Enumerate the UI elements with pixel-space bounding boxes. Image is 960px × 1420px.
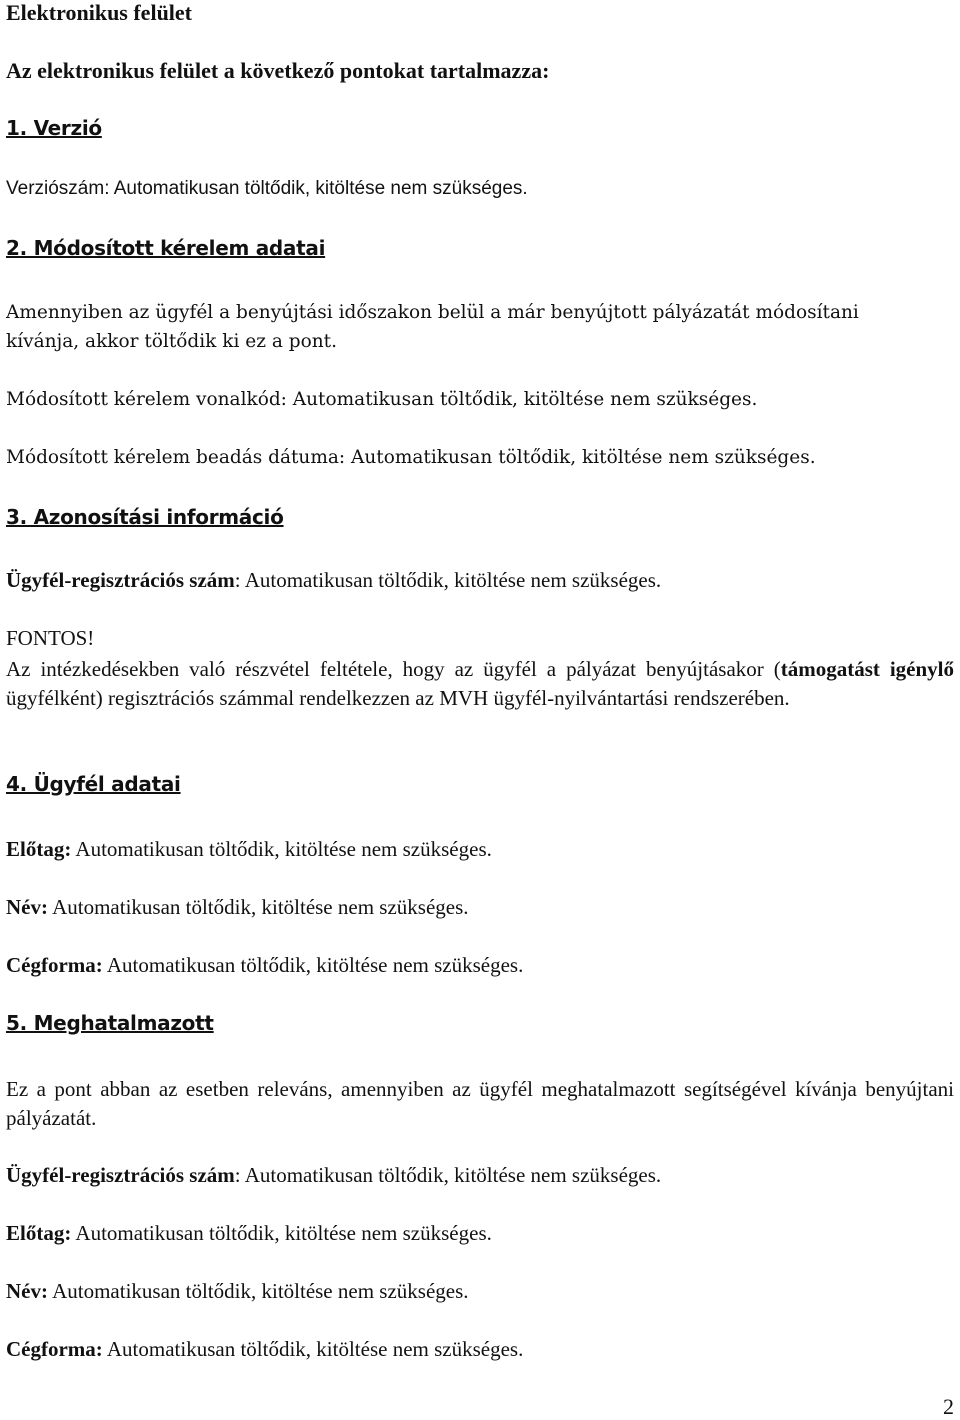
client-prefix-value: Automatikusan töltődik, kitöltése nem szükséges.	[71, 837, 492, 861]
note-post: ügyfélként) regisztrációs számmal rendelkezzen az MVH ügyfél-nyilvántartási rendszerében.	[6, 686, 790, 710]
note-bold: támogatást igénylő	[780, 657, 954, 681]
client-name-label: Név:	[6, 895, 48, 919]
intro-text: Az elektronikus felület a következő pontokat tartalmazza:	[6, 58, 550, 83]
version-number-value: Automatikusan töltődik, kitöltése nem szükséges.	[113, 178, 528, 199]
document-title: Elektronikus felület	[6, 0, 193, 25]
client-name-line	[6, 895, 954, 920]
client-prefix-line	[6, 837, 954, 862]
proxy-prefix-value: Automatikusan töltődik, kitöltése nem szükséges.	[71, 1221, 492, 1245]
proxy-reg-value: : Automatikusan töltődik, kitöltése nem szükséges.	[234, 1163, 662, 1187]
proxy-name-label: Név:	[6, 1279, 48, 1303]
proxy-reg-line	[6, 1163, 954, 1188]
proxy-name-value: Automatikusan töltődik, kitöltése nem szükséges.	[47, 1279, 469, 1303]
proxy-form-line	[6, 1337, 954, 1362]
section-5-heading: 5. Meghatalmazott	[6, 1011, 214, 1035]
section-4-heading: 4. Ügyfél adatai	[6, 772, 181, 796]
proxy-form-value: Automatikusan töltődik, kitöltése nem szükséges.	[102, 1337, 524, 1361]
version-number-line	[6, 178, 954, 200]
proxy-form-label: Cégforma:	[6, 1337, 103, 1361]
client-form-line	[6, 953, 954, 978]
section-3-heading: 3. Azonosítási információ	[6, 505, 284, 529]
client-name-value: Automatikusan töltődik, kitöltése nem szükséges.	[47, 895, 469, 919]
proxy-prefix-line	[6, 1221, 954, 1246]
client-form-value: Automatikusan töltődik, kitöltése nem szükséges.	[102, 953, 524, 977]
client-prefix-label: Előtag:	[6, 837, 72, 861]
section-5-para: Ez a pont abban az esetben releváns, amennyiben az ügyfél meghatalmazott segítségével kívánja benyújtani pályázatát.	[6, 1077, 954, 1130]
client-form-label: Cégforma:	[6, 953, 103, 977]
modified-date-line: Módosított kérelem beadás dátuma: Automatikusan töltődik, kitöltése nem szükséges.	[6, 447, 816, 468]
version-number-label: Verziószám:	[6, 178, 110, 199]
client-reg-value: : Automatikusan töltődik, kitöltése nem szükséges.	[234, 568, 662, 592]
section-1-heading: 1. Verzió	[6, 116, 102, 140]
section-2-heading: 2. Módosított kérelem adatai	[6, 236, 326, 260]
important-label: FONTOS!	[6, 626, 95, 650]
page-number: 2	[943, 1394, 954, 1419]
section-2-para-line-1: Amennyiben az ügyfél a benyújtási időszakon belül a már benyújtott pályázatát módosítani	[6, 302, 859, 323]
proxy-prefix-label: Előtag:	[6, 1221, 72, 1245]
section-2-para-line-2: kívánja, akkor töltődik ki ez a pont.	[6, 331, 337, 352]
client-reg-label: Ügyfél-regisztrációs szám	[6, 568, 235, 592]
note-pre: Az intézkedésekben való részvétel feltétele, hogy az ügyfél a pályázat benyújtásakor (	[6, 657, 781, 681]
important-note	[6, 655, 954, 713]
modified-barcode-line: Módosított kérelem vonalkód: Automatikusan töltődik, kitöltése nem szükséges.	[6, 389, 758, 410]
proxy-name-line	[6, 1279, 954, 1304]
client-reg-line	[6, 568, 954, 593]
proxy-reg-label: Ügyfél-regisztrációs szám	[6, 1163, 235, 1187]
